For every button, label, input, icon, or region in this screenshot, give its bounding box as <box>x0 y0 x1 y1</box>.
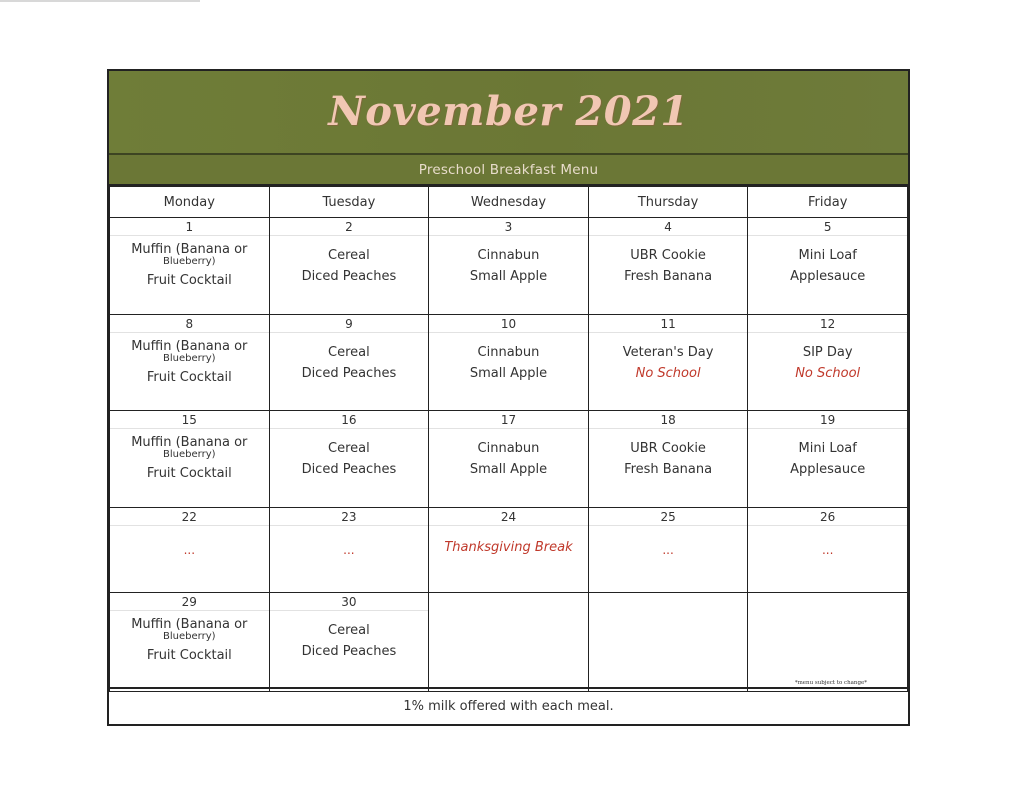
menu-item-detail: Blueberry) <box>163 352 216 364</box>
menu-item: Small Apple <box>469 462 548 478</box>
holiday-label: SIP Day <box>802 344 853 360</box>
menu-item: Cinnabun <box>477 441 540 457</box>
week-row <box>110 507 908 592</box>
menu-item: Mini Loaf <box>798 441 857 457</box>
menu-item: Cinnabun <box>477 344 540 360</box>
date-number: 19 <box>748 411 907 429</box>
weekday-header: Monday <box>110 187 270 218</box>
day-cell <box>748 314 908 411</box>
week-row <box>110 314 908 411</box>
date-number: 2 <box>270 218 429 236</box>
weekday-header: Friday <box>748 187 908 218</box>
day-cell <box>588 218 748 315</box>
menu-item: Fruit Cocktail <box>146 648 232 664</box>
ellipsis-marker: ... <box>183 542 196 557</box>
date-number: 18 <box>589 411 748 429</box>
menu-item: Cereal <box>328 623 370 639</box>
menu-item: UBR Cookie <box>630 248 706 263</box>
empty-day-cell <box>429 593 589 692</box>
date-number: 30 <box>270 593 429 611</box>
day-cell <box>588 314 748 411</box>
date-number: 5 <box>748 218 907 236</box>
date-number: 1 <box>110 218 269 236</box>
menu-item-detail: Blueberry) <box>163 256 216 267</box>
menu-subtitle: Preschool Breakfast Menu <box>418 161 599 178</box>
date-number: 8 <box>110 315 269 333</box>
day-cell <box>110 507 270 592</box>
menu-item: Cereal <box>328 248 370 263</box>
day-cell <box>269 314 429 411</box>
month-title: November 2021 <box>328 87 689 135</box>
menu-change-note: *menu subject to change* <box>794 680 867 687</box>
date-number: 25 <box>589 508 748 526</box>
menu-item: Applesauce <box>790 269 866 284</box>
milk-note-bar <box>109 687 908 724</box>
day-cell <box>429 314 589 411</box>
week-row <box>110 218 908 315</box>
menu-item: Small Apple <box>469 365 548 381</box>
date-number: 17 <box>429 411 588 429</box>
menu-item: Cereal <box>328 441 370 457</box>
date-number: 15 <box>110 411 269 429</box>
milk-note: 1% milk offered with each meal. <box>403 699 614 714</box>
subtitle-bar <box>109 153 908 186</box>
date-number: 9 <box>270 315 429 333</box>
date-number: 16 <box>270 411 429 429</box>
week-row <box>110 411 908 508</box>
no-school-label: No School <box>795 365 861 381</box>
date-number: 12 <box>748 315 907 333</box>
day-cell <box>588 507 748 592</box>
day-cell <box>269 411 429 508</box>
day-cell <box>110 411 270 508</box>
day-cell <box>588 411 748 508</box>
empty-day-cell <box>588 593 748 692</box>
holiday-label: Veteran's Day <box>622 344 714 360</box>
date-number: 10 <box>429 315 588 333</box>
menu-item: Fruit Cocktail <box>146 273 232 288</box>
empty-day-cell <box>748 593 908 692</box>
weekday-header: Tuesday <box>269 187 429 218</box>
menu-item: Diced Peaches <box>301 644 397 660</box>
no-school-label: No School <box>635 365 701 381</box>
menu-item: Muffin (Banana or <box>131 435 248 451</box>
day-cell <box>110 218 270 315</box>
week-row <box>110 593 908 692</box>
menu-item: Applesauce <box>790 462 866 478</box>
menu-calendar <box>107 69 910 726</box>
menu-item: Muffin (Banana or <box>131 242 248 257</box>
title-banner <box>109 71 908 153</box>
menu-item-detail: Blueberry) <box>163 631 216 643</box>
date-number: 24 <box>429 508 588 526</box>
day-cell <box>429 218 589 315</box>
day-cell <box>748 218 908 315</box>
ellipsis-marker: ... <box>662 542 674 557</box>
menu-item: Diced Peaches <box>301 269 397 284</box>
date-number: 22 <box>110 508 269 526</box>
date-number: 4 <box>589 218 748 236</box>
menu-item: Fruit Cocktail <box>146 466 232 482</box>
menu-item: Fresh Banana <box>624 462 713 478</box>
day-cell <box>429 507 589 592</box>
day-cell <box>269 593 429 692</box>
date-number: 26 <box>748 508 907 526</box>
date-number: 29 <box>110 593 269 611</box>
thanksgiving-break-label: Thanksgiving Break <box>444 539 573 555</box>
day-cell <box>110 314 270 411</box>
weekday-header: Wednesday <box>429 187 589 218</box>
menu-item: Diced Peaches <box>301 365 397 381</box>
day-cell <box>110 593 270 692</box>
weekday-header-row <box>110 187 908 218</box>
scan-edge-mark <box>0 0 200 2</box>
day-cell <box>269 218 429 315</box>
menu-item: Diced Peaches <box>301 462 397 478</box>
menu-item: Small Apple <box>469 269 548 284</box>
day-cell <box>429 411 589 508</box>
ellipsis-marker: ... <box>343 542 355 557</box>
menu-item: Mini Loaf <box>798 248 857 263</box>
weekday-header: Thursday <box>588 187 748 218</box>
date-number: 23 <box>270 508 429 526</box>
date-number: 3 <box>429 218 588 236</box>
menu-item: UBR Cookie <box>630 441 706 457</box>
menu-item: Fruit Cocktail <box>146 369 232 385</box>
day-cell <box>748 507 908 592</box>
ellipsis-marker: ... <box>821 542 834 557</box>
menu-item: Fresh Banana <box>624 269 713 284</box>
day-cell <box>269 507 429 592</box>
menu-item-detail: Blueberry) <box>163 449 216 461</box>
day-cell <box>748 411 908 508</box>
date-number: 11 <box>589 315 748 333</box>
menu-item: Muffin (Banana or <box>131 338 248 354</box>
menu-item: Cereal <box>328 344 370 360</box>
calendar-grid <box>109 186 908 692</box>
menu-item: Muffin (Banana or <box>131 617 248 633</box>
menu-item: Cinnabun <box>477 248 540 263</box>
